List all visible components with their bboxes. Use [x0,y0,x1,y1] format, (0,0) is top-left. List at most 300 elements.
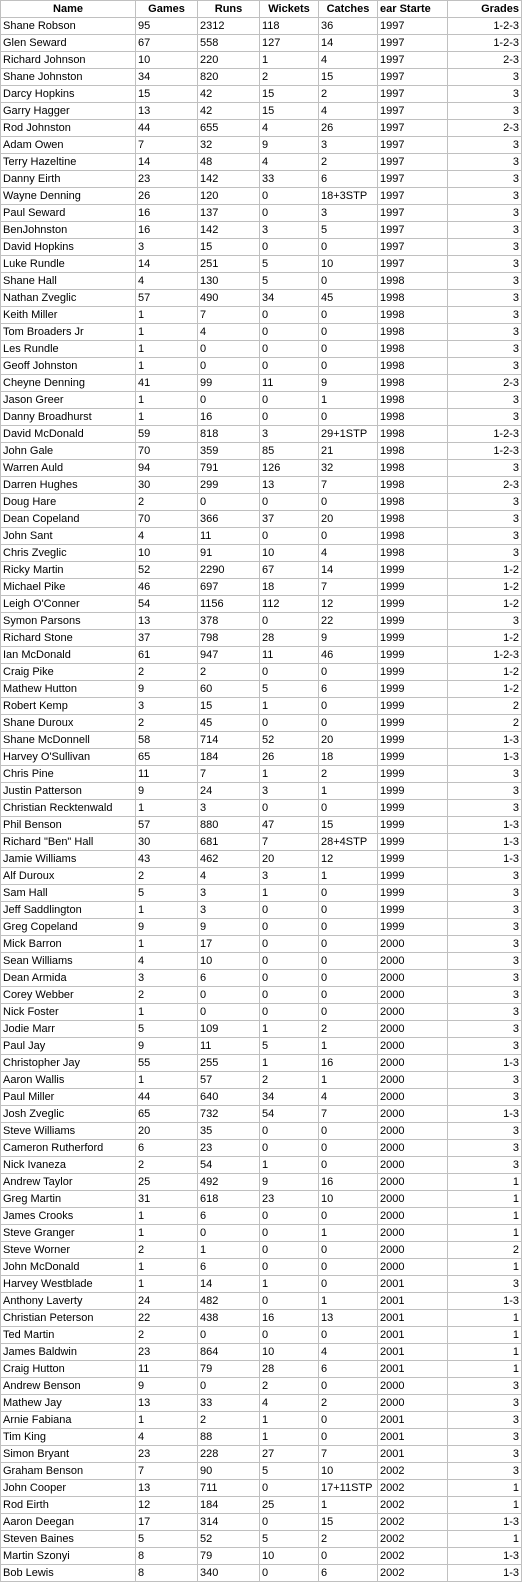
wickets-cell: 11 [260,647,319,664]
runs-cell: 23 [198,1140,260,1157]
name-cell: Doug Hare [1,494,136,511]
runs-cell: 299 [198,477,260,494]
games-cell: 4 [136,953,198,970]
name-cell: Corey Webber [1,987,136,1004]
name-cell: Glen Seward [1,35,136,52]
wickets-cell: 1 [260,1157,319,1174]
name-cell: Christopher Jay [1,1055,136,1072]
games-cell: 17 [136,1514,198,1531]
catches-cell: 14 [319,562,378,579]
name-cell: Aaron Wallis [1,1072,136,1089]
year-cell: 2002 [378,1531,448,1548]
catches-cell: 0 [319,528,378,545]
header-games: Games [136,1,198,18]
games-cell: 43 [136,851,198,868]
runs-cell: 798 [198,630,260,647]
catches-cell: 17+11STP [319,1480,378,1497]
name-cell: Terry Hazeltine [1,154,136,171]
games-cell: 1 [136,1004,198,1021]
catches-cell: 1 [319,1225,378,1242]
name-cell: Josh Zveglic [1,1106,136,1123]
runs-cell: 91 [198,545,260,562]
grades-cell: 1 [448,1208,522,1225]
name-cell: Martin Szonyi [1,1548,136,1565]
year-cell: 2001 [378,1327,448,1344]
table-row [1,409,522,426]
catches-cell: 0 [319,1548,378,1565]
catches-cell: 7 [319,477,378,494]
year-cell: 2002 [378,1514,448,1531]
games-cell: 13 [136,1395,198,1412]
grades-cell: 3 [448,103,522,120]
wickets-cell: 28 [260,630,319,647]
runs-cell: 57 [198,1072,260,1089]
name-cell: Shane Robson [1,18,136,35]
wickets-cell: 0 [260,919,319,936]
name-cell: Paul Miller [1,1089,136,1106]
catches-cell: 22 [319,613,378,630]
runs-cell: 359 [198,443,260,460]
catches-cell: 2 [319,766,378,783]
catches-cell: 10 [319,1191,378,1208]
grades-cell: 1-2 [448,681,522,698]
games-cell: 8 [136,1565,198,1582]
grades-cell: 3 [448,239,522,256]
runs-cell: 99 [198,375,260,392]
runs-cell: 2290 [198,562,260,579]
grades-cell: 1-3 [448,1514,522,1531]
name-cell: Leigh O'Conner [1,596,136,613]
games-cell: 1 [136,1412,198,1429]
wickets-cell: 0 [260,205,319,222]
wickets-cell: 9 [260,137,319,154]
wickets-cell: 1 [260,1021,319,1038]
table-row [1,766,522,783]
wickets-cell: 3 [260,868,319,885]
name-cell: David McDonald [1,426,136,443]
wickets-cell: 52 [260,732,319,749]
catches-cell: 4 [319,103,378,120]
year-cell: 2001 [378,1429,448,1446]
year-cell: 2000 [378,1259,448,1276]
catches-cell: 0 [319,919,378,936]
runs-cell: 4 [198,324,260,341]
year-cell: 1999 [378,817,448,834]
year-cell: 1998 [378,324,448,341]
table-row [1,1480,522,1497]
grades-cell: 2 [448,1242,522,1259]
games-cell: 1 [136,1259,198,1276]
catches-cell: 0 [319,341,378,358]
name-cell: Craig Pike [1,664,136,681]
table-row [1,647,522,664]
wickets-cell: 23 [260,1191,319,1208]
runs-cell: 42 [198,86,260,103]
grades-cell: 3 [448,919,522,936]
grades-cell: 3 [448,324,522,341]
catches-cell: 1 [319,1038,378,1055]
games-cell: 65 [136,749,198,766]
year-cell: 1997 [378,222,448,239]
wickets-cell: 0 [260,715,319,732]
grades-cell: 3 [448,1140,522,1157]
grades-cell: 3 [448,1446,522,1463]
table-row [1,1548,522,1565]
year-cell: 1997 [378,205,448,222]
name-cell: Alf Duroux [1,868,136,885]
runs-cell: 7 [198,766,260,783]
name-cell: Mathew Hutton [1,681,136,698]
wickets-cell: 16 [260,1310,319,1327]
name-cell: Nathan Zveglic [1,290,136,307]
name-cell: Sam Hall [1,885,136,902]
wickets-cell: 1 [260,766,319,783]
name-cell: Luke Rundle [1,256,136,273]
games-cell: 57 [136,817,198,834]
runs-cell: 54 [198,1157,260,1174]
table-row [1,613,522,630]
grades-cell: 3 [448,69,522,86]
wickets-cell: 67 [260,562,319,579]
games-cell: 16 [136,205,198,222]
games-cell: 30 [136,834,198,851]
runs-cell: 0 [198,392,260,409]
catches-cell: 1 [319,1072,378,1089]
grades-cell: 3 [448,1429,522,1446]
catches-cell: 0 [319,307,378,324]
games-cell: 16 [136,222,198,239]
name-cell: Paul Seward [1,205,136,222]
grades-cell: 3 [448,936,522,953]
grades-cell: 1-3 [448,1293,522,1310]
year-cell: 2001 [378,1293,448,1310]
name-cell: Steve Granger [1,1225,136,1242]
name-cell: Michael Pike [1,579,136,596]
year-cell: 1999 [378,596,448,613]
year-cell: 1998 [378,477,448,494]
year-cell: 1999 [378,681,448,698]
runs-cell: 340 [198,1565,260,1582]
grades-cell: 3 [448,953,522,970]
grades-cell: 1 [448,1174,522,1191]
grades-cell: 3 [448,613,522,630]
year-cell: 2000 [378,1004,448,1021]
runs-cell: 142 [198,171,260,188]
catches-cell: 0 [319,324,378,341]
catches-cell: 3 [319,205,378,222]
wickets-cell: 0 [260,953,319,970]
wickets-cell: 0 [260,936,319,953]
catches-cell: 18+3STP [319,188,378,205]
wickets-cell: 3 [260,222,319,239]
year-cell: 1998 [378,528,448,545]
games-cell: 13 [136,103,198,120]
name-cell: Simon Bryant [1,1446,136,1463]
name-cell: Nick Ivaneza [1,1157,136,1174]
grades-cell: 3 [448,290,522,307]
table-row [1,171,522,188]
grades-cell: 1 [448,1480,522,1497]
wickets-cell: 37 [260,511,319,528]
grades-cell: 1-3 [448,1548,522,1565]
header-year-started: ear Starte [378,1,448,18]
catches-cell: 2 [319,1395,378,1412]
wickets-cell: 0 [260,1208,319,1225]
grades-cell: 1 [448,1497,522,1514]
catches-cell: 9 [319,630,378,647]
table-row [1,698,522,715]
year-cell: 1997 [378,69,448,86]
year-cell: 2000 [378,1021,448,1038]
catches-cell: 10 [319,256,378,273]
catches-cell: 5 [319,222,378,239]
wickets-cell: 5 [260,1038,319,1055]
table-row [1,1106,522,1123]
year-cell: 1997 [378,103,448,120]
table-row [1,630,522,647]
grades-cell: 1-3 [448,1106,522,1123]
catches-cell: 0 [319,987,378,1004]
games-cell: 2 [136,987,198,1004]
games-cell: 59 [136,426,198,443]
name-cell: Christian Recktenwald [1,800,136,817]
table-row [1,800,522,817]
table-row [1,324,522,341]
table-row [1,902,522,919]
wickets-cell: 0 [260,1225,319,1242]
catches-cell: 0 [319,715,378,732]
wickets-cell: 5 [260,273,319,290]
wickets-cell: 0 [260,970,319,987]
year-cell: 1999 [378,732,448,749]
catches-cell: 36 [319,18,378,35]
name-cell: Greg Martin [1,1191,136,1208]
table-row [1,188,522,205]
catches-cell: 0 [319,1412,378,1429]
year-cell: 1998 [378,511,448,528]
grades-cell: 2-3 [448,120,522,137]
games-cell: 13 [136,1480,198,1497]
table-row [1,1174,522,1191]
name-cell: Harvey O'Sullivan [1,749,136,766]
runs-cell: 6 [198,1259,260,1276]
runs-cell: 42 [198,103,260,120]
wickets-cell: 5 [260,1531,319,1548]
runs-cell: 48 [198,154,260,171]
games-cell: 4 [136,1429,198,1446]
wickets-cell: 0 [260,528,319,545]
grades-cell: 3 [448,800,522,817]
games-cell: 20 [136,1123,198,1140]
year-cell: 2000 [378,1191,448,1208]
year-cell: 2002 [378,1480,448,1497]
name-cell: Harvey Westblade [1,1276,136,1293]
catches-cell: 12 [319,596,378,613]
table-row [1,749,522,766]
games-cell: 14 [136,256,198,273]
games-cell: 22 [136,1310,198,1327]
runs-cell: 818 [198,426,260,443]
year-cell: 2001 [378,1412,448,1429]
year-cell: 2002 [378,1497,448,1514]
catches-cell: 28+4STP [319,834,378,851]
wickets-cell: 20 [260,851,319,868]
name-cell: Cameron Rutherford [1,1140,136,1157]
table-row [1,851,522,868]
table-row [1,1225,522,1242]
games-cell: 95 [136,18,198,35]
runs-cell: 16 [198,409,260,426]
games-cell: 1 [136,409,198,426]
games-cell: 5 [136,885,198,902]
catches-cell: 0 [319,664,378,681]
table-row [1,817,522,834]
grades-cell: 1-3 [448,1055,522,1072]
catches-cell: 29+1STP [319,426,378,443]
grades-cell: 3 [448,902,522,919]
wickets-cell: 1 [260,698,319,715]
name-cell: Warren Auld [1,460,136,477]
runs-cell: 714 [198,732,260,749]
name-cell: Steve Williams [1,1123,136,1140]
table-row [1,1429,522,1446]
grades-cell: 3 [448,358,522,375]
games-cell: 9 [136,783,198,800]
table-row [1,579,522,596]
wickets-cell: 0 [260,1565,319,1582]
catches-cell: 45 [319,290,378,307]
runs-cell: 732 [198,1106,260,1123]
table-row [1,596,522,613]
catches-cell: 4 [319,1089,378,1106]
games-cell: 15 [136,86,198,103]
wickets-cell: 0 [260,664,319,681]
grades-cell: 2 [448,715,522,732]
table-row [1,18,522,35]
runs-cell: 251 [198,256,260,273]
grades-cell: 2 [448,698,522,715]
games-cell: 54 [136,596,198,613]
wickets-cell: 2 [260,69,319,86]
year-cell: 2000 [378,936,448,953]
grades-cell: 3 [448,868,522,885]
table-row [1,103,522,120]
table-row [1,358,522,375]
table-row [1,154,522,171]
grades-cell: 1-2 [448,579,522,596]
header-wickets: Wickets [260,1,319,18]
runs-cell: 490 [198,290,260,307]
games-cell: 37 [136,630,198,647]
games-cell: 10 [136,52,198,69]
catches-cell: 0 [319,1140,378,1157]
grades-cell: 2-3 [448,52,522,69]
grades-cell: 3 [448,1021,522,1038]
runs-cell: 366 [198,511,260,528]
games-cell: 34 [136,69,198,86]
runs-cell: 618 [198,1191,260,1208]
catches-cell: 1 [319,868,378,885]
name-cell: Danny Broadhurst [1,409,136,426]
wickets-cell: 0 [260,1480,319,1497]
year-cell: 1997 [378,256,448,273]
games-cell: 1 [136,936,198,953]
wickets-cell: 0 [260,409,319,426]
grades-cell: 2-3 [448,375,522,392]
year-cell: 2000 [378,1242,448,1259]
grades-cell: 3 [448,528,522,545]
grades-cell: 3 [448,1089,522,1106]
runs-cell: 11 [198,1038,260,1055]
year-cell: 2000 [378,1174,448,1191]
wickets-cell: 1 [260,1412,319,1429]
year-cell: 1997 [378,52,448,69]
catches-cell: 0 [319,1242,378,1259]
name-cell: Jason Greer [1,392,136,409]
catches-cell: 0 [319,1276,378,1293]
name-cell: Graham Benson [1,1463,136,1480]
name-cell: Mick Barron [1,936,136,953]
games-cell: 1 [136,800,198,817]
runs-cell: 15 [198,698,260,715]
catches-cell: 1 [319,392,378,409]
grades-cell: 3 [448,1276,522,1293]
catches-cell: 20 [319,511,378,528]
wickets-cell: 0 [260,239,319,256]
grades-cell: 3 [448,1395,522,1412]
grades-cell: 3 [448,137,522,154]
table-row [1,1276,522,1293]
games-cell: 12 [136,1497,198,1514]
table-row [1,426,522,443]
grades-cell: 1-3 [448,834,522,851]
name-cell: Symon Parsons [1,613,136,630]
wickets-cell: 25 [260,1497,319,1514]
header-name: Name [1,1,136,18]
wickets-cell: 0 [260,1123,319,1140]
table-row [1,1327,522,1344]
grades-cell: 3 [448,256,522,273]
grades-cell: 3 [448,987,522,1004]
wickets-cell: 15 [260,103,319,120]
wickets-cell: 54 [260,1106,319,1123]
year-cell: 2001 [378,1276,448,1293]
catches-cell: 21 [319,443,378,460]
catches-cell: 2 [319,1021,378,1038]
runs-cell: 0 [198,341,260,358]
table-row [1,392,522,409]
grades-cell: 1-3 [448,732,522,749]
wickets-cell: 126 [260,460,319,477]
wickets-cell: 0 [260,902,319,919]
grades-cell: 1-3 [448,1565,522,1582]
grades-cell: 1-2-3 [448,647,522,664]
catches-cell: 1 [319,783,378,800]
table-row [1,1004,522,1021]
catches-cell: 2 [319,86,378,103]
wickets-cell: 2 [260,1072,319,1089]
games-cell: 1 [136,341,198,358]
year-cell: 1999 [378,902,448,919]
name-cell: Craig Hutton [1,1361,136,1378]
catches-cell: 15 [319,69,378,86]
wickets-cell: 112 [260,596,319,613]
runs-cell: 1156 [198,596,260,613]
catches-cell: 6 [319,171,378,188]
wickets-cell: 1 [260,885,319,902]
year-cell: 1998 [378,460,448,477]
year-cell: 1997 [378,120,448,137]
